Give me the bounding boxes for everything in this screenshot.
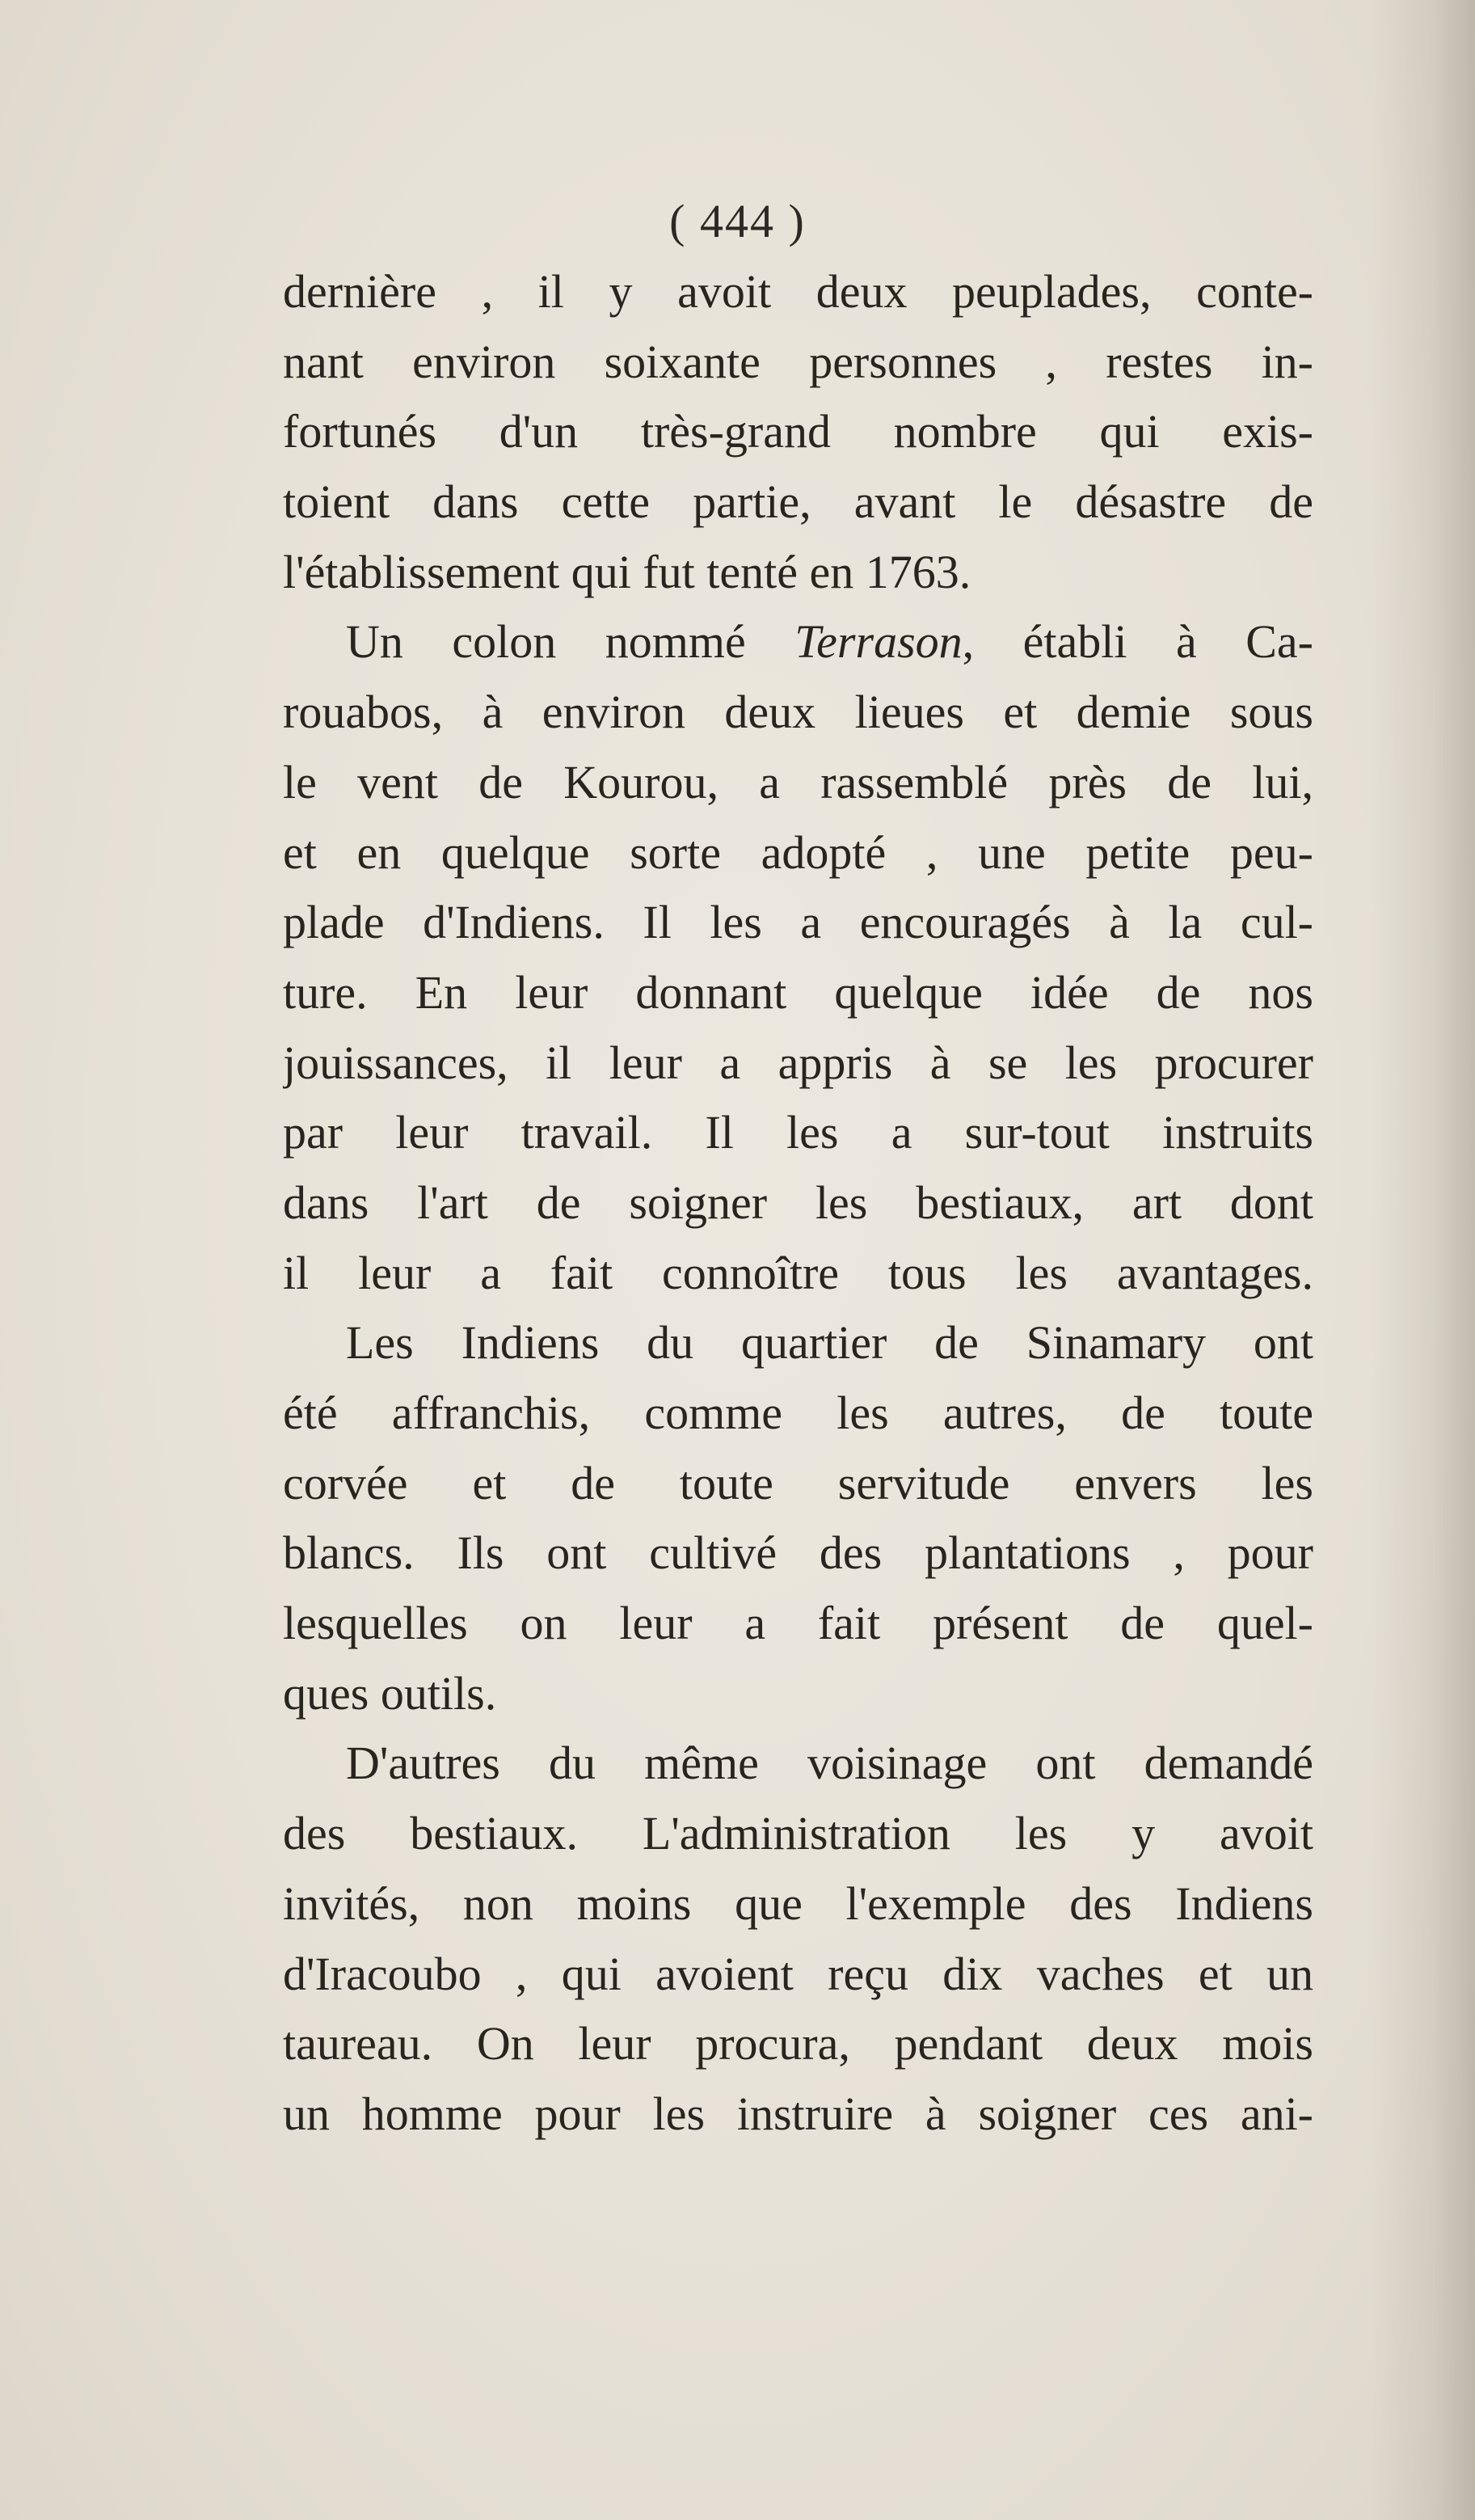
- text-line: lesquelles on leur a fait présent de quel-: [283, 1597, 1313, 1650]
- body-text: [283, 257, 1313, 2150]
- text-line: fortunés d'un très-grand nombre qui exis-: [283, 405, 1313, 458]
- text-line: invités, non moins que l'exemple des Indiens: [283, 1876, 1313, 1930]
- text-line: un homme pour les instruire à soigner ces ani-: [283, 2087, 1313, 2140]
- text-line: été affranchis, comme les autres, de toute: [283, 1387, 1313, 1439]
- text-line: Les Indiens du quartier de Sinamary ont: [346, 1316, 1313, 1370]
- page-number: ( 444 ): [669, 195, 806, 247]
- text-line: toient dans cette partie, avant le désastre de: [283, 475, 1313, 529]
- text-line: d'Iracoubo , qui avoient reçu dix vaches et un: [283, 1947, 1313, 2000]
- text-line: ques outils.: [283, 1666, 497, 1720]
- text-line: blancs. Ils ont cultivé des plantations , pour: [283, 1526, 1313, 1580]
- text-line: jouissances, il leur a appris à se les procurer: [283, 1036, 1313, 1089]
- text-line: il leur a fait connoître tous les avantages.: [283, 1246, 1313, 1299]
- page-edge-shadow: [1370, 0, 1475, 2520]
- text-segment: Un colon nommé: [346, 615, 795, 669]
- text-line: [283, 607, 1313, 677]
- text-line: rouabos, à environ deux lieues et demie sous: [283, 686, 1313, 739]
- text-line: et en quelque sorte adopté , une petite peu-: [283, 825, 1313, 879]
- text-line: l'établissement qui fut tenté en 1763.: [283, 545, 971, 598]
- text-line: des bestiaux. L'administration les y avoit: [283, 1807, 1313, 1860]
- text-line: D'autres du même voisinage ont demandé: [346, 1737, 1313, 1790]
- text-line: le vent de Kourou, a rassemblé près de lui,: [283, 755, 1313, 808]
- text-line: taureau. On leur procura, pendant deux mois: [283, 2017, 1313, 2070]
- text-line: dans l'art de soigner les bestiaux, art dont: [283, 1176, 1313, 1229]
- text-line: plade d'Indiens. Il les a encouragés à la cul-: [283, 896, 1313, 949]
- text-line: par leur travail. Il les a sur-tout instruits: [283, 1106, 1313, 1159]
- text-segment: , établi à Ca-: [962, 615, 1313, 669]
- italic-name: Terrason: [794, 615, 963, 669]
- text-line: dernière , il y avoit deux peuplades, conte-: [283, 265, 1313, 318]
- text-line: ture. En leur donnant quelque idée de nos: [283, 965, 1313, 1019]
- text-line: corvée et de toute servitude envers les: [283, 1456, 1313, 1509]
- text-line: nant environ soixante personnes , restes in-: [283, 335, 1313, 388]
